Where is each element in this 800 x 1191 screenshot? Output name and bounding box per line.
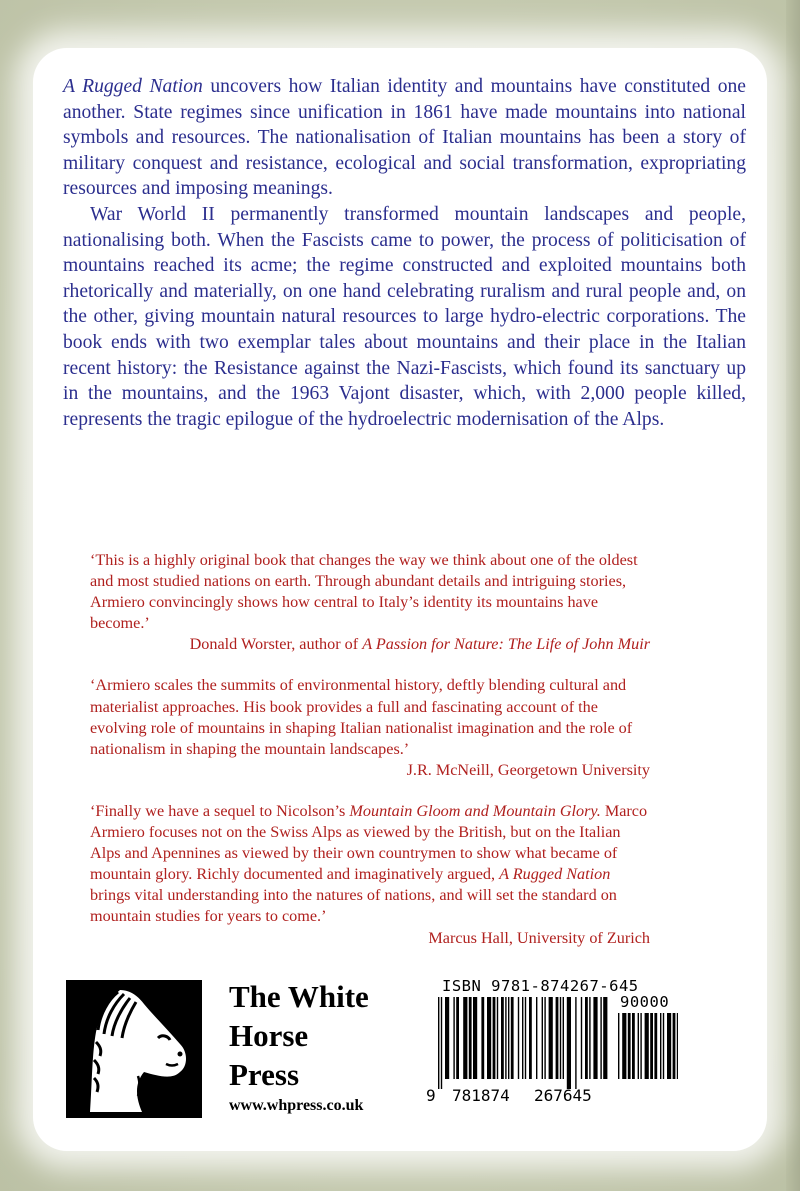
barcode-bar [663, 1013, 664, 1079]
main-barcode-bars [438, 997, 610, 1089]
barcode-bar [622, 1013, 626, 1079]
endorsement-text-part: Marco Armiero focuses not on the Swiss Alps as viewed by the British, but on the Italian Alps and Apennines as viewed by their own countrymen to show what became of mountain glory. Richly documented and imaginatively argued, [90, 801, 648, 884]
barcode-bar [645, 1013, 649, 1079]
blurb-paragraph-1-text: uncovers how Italian identity and mountains have constituted one another. State regimes since unification in 1861 have made mountains into national symbols and resources. The nationalisation of Italian mountains has been a story of military conquest and resistance, ecological and social transformation, expropriating resources and imposing meanings. [63, 76, 746, 200]
endorsements [90, 550, 650, 969]
barcode-bar [593, 997, 597, 1079]
endorsement-mcneill [90, 675, 650, 780]
blurb-paragraph-1 [63, 74, 746, 202]
barcode-bar [654, 1013, 657, 1079]
price-code: 90000 [620, 993, 670, 1011]
barcode-bar [563, 997, 564, 1079]
barcode-bar [456, 997, 459, 1079]
barcode-digit-lead: 9 [426, 1086, 436, 1105]
attribution-prefix: Donald Worster, author of [189, 635, 363, 654]
barcode-bar [497, 997, 498, 1079]
barcode-bar [441, 997, 442, 1089]
barcode-bar [453, 997, 454, 1079]
barcode-bar [638, 1013, 639, 1079]
cover-edge [786, 0, 800, 1191]
barcode-bar [508, 997, 509, 1079]
blurb-book-title: A Rugged Nation [63, 76, 203, 97]
barcode-bar [549, 997, 553, 1079]
barcode-bar [529, 997, 532, 1079]
barcode-bar [640, 1013, 641, 1079]
endorsement-text-part: ‘Finally we have a sequel to Nicolson’s [90, 801, 350, 820]
barcode-bar [505, 997, 506, 1079]
isbn-label: ISBN 9781-874267-645 [442, 977, 639, 995]
barcode-bar [560, 997, 561, 1079]
barcode-bar [544, 997, 545, 1079]
endorsement-hall [90, 801, 650, 949]
barcode-bar [473, 997, 477, 1079]
endorsement-text: ‘Armiero scales the summits of environmental history, deftly blending cultural and materialist approaches. His book provides a full and fascinating account of the evolving role of mountains in shaping Italian nationalist imagination and the role of nationalism in shaping the mountain landscapes.’ [90, 676, 633, 758]
blurb-paragraph-2: War World II permanently transformed mountain landscapes and people, nationalising both. When the Fascists came to power, the process of politicisation of mountains reached its acme; the regime constructed and exploited mountains both rhetorically and materially, on one hand celebrating ruralism and rural people and, on the other, giving mountain natural resources to large hydro-electric corporations. The book ends with two exemplar tales about mountains and their place in the Italian recent history: the Resistance against the Nazi-Fascists, which found its sanctuary up in the mountains, and the 1963 Vajont disaster, which, with 2,000 people killed, represents the tragic epilogue of the hydroelectric modernisation of the Alps. [63, 203, 746, 430]
barcode-bar [603, 997, 607, 1079]
barcode-bar [487, 997, 491, 1079]
barcode-bar [536, 997, 537, 1079]
barcode-bar [628, 1013, 631, 1079]
publisher-name [229, 977, 369, 1094]
barcode-bar [575, 997, 576, 1089]
publisher-website: www.whpress.co.uk [229, 1097, 364, 1114]
endorsement-worster [90, 550, 650, 655]
barcode-bar [589, 997, 590, 1079]
barcode-bar [585, 997, 588, 1079]
barcode-bar [522, 997, 523, 1079]
barcode-digits-left: 781874 [452, 1086, 510, 1105]
barcode-bar [567, 997, 571, 1089]
barcode-bar [673, 1013, 676, 1079]
endorsement-italic-title: Mountain Gloom and Mountain Glory. [349, 801, 601, 820]
endorsement-attribution: J.R. McNeill, Georgetown University [406, 760, 650, 779]
endorsement-italic-title: A Rugged Nation [499, 865, 611, 884]
barcode-bar [677, 1013, 678, 1079]
attribution-book-title: A Passion for Nature: The Life of John Muir [362, 635, 650, 654]
barcode-bar [511, 997, 514, 1079]
publisher-name-line-3: Press [229, 1057, 300, 1092]
addon-barcode-bars [618, 1013, 678, 1089]
barcode-bar [525, 997, 526, 1079]
barcode-bar [463, 997, 467, 1079]
endorsement-attribution: Marcus Hall, University of Zurich [428, 928, 650, 947]
endorsement-text [90, 801, 650, 928]
barcode-digits-right: 267645 [534, 1086, 592, 1105]
barcode-bar [632, 1013, 635, 1079]
publisher-name-line-2: Horse [229, 1018, 309, 1053]
barcode-bar [445, 997, 449, 1079]
barcode-bar [556, 997, 559, 1079]
barcode-bar [581, 997, 582, 1079]
endorsement-text-part: brings vital understanding into the natures of nations, and will set the standard on mountain studies for years to come.’ [90, 886, 617, 926]
barcode-bar [481, 997, 484, 1079]
barcode-bar [469, 997, 472, 1079]
horse-head-icon [66, 980, 202, 1118]
barcode-bar [493, 997, 496, 1079]
publisher-name-line-1: The White [229, 979, 369, 1014]
endorsement-text: ‘This is a highly original book that changes the way we think about one of the oldest and most studied nations on earth. Through abundant details and intriguing stories, Armiero convincingly shows how central to Italy’s identity its mountains have become.’ [90, 551, 638, 633]
barcode-bar [600, 997, 601, 1079]
blurb [63, 74, 746, 432]
isbn-barcode [424, 973, 682, 1111]
endorsement-attribution [90, 634, 650, 655]
barcode-bar [518, 997, 519, 1079]
barcode-bar [438, 997, 439, 1089]
barcode-bar [501, 997, 504, 1079]
barcode-bar [618, 1013, 619, 1079]
barcode-bar [650, 1013, 653, 1079]
barcode-bar [660, 1013, 661, 1079]
barcode-bar [667, 1013, 671, 1079]
publisher-logo [66, 980, 202, 1118]
barcode-bar [542, 997, 543, 1079]
